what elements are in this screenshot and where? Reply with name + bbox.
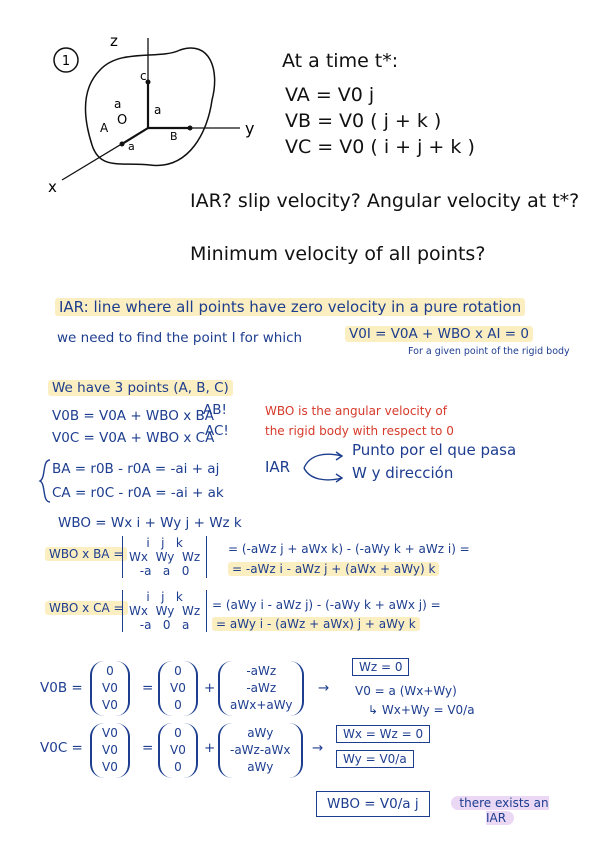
system-b-equals: = — [142, 680, 154, 696]
cross-ca-result: = aWy i - (aWz + aWx) j + aWy k — [212, 617, 420, 631]
velocity-a: VA = V0 j — [285, 84, 375, 106]
cross-ca-row-1: i j k — [146, 590, 183, 604]
system-b-vector-3: -aWz -aWz aWx+aWy — [218, 661, 304, 716]
cross-ca-matrix — [122, 590, 207, 633]
axis-z-label: z — [110, 32, 118, 50]
iar-arrows — [300, 448, 346, 488]
system-b-vector-2: 0 V0 0 — [158, 661, 198, 716]
vector-a — [122, 128, 148, 144]
iar-definition-line — [55, 298, 525, 316]
final-result: WBO = V0/a j — [316, 796, 430, 812]
label-B: B — [170, 130, 178, 143]
iar-definition: line where all points have zero velocity in a pure rotation — [93, 298, 522, 316]
label-O: O — [117, 113, 128, 128]
iar-point-text: Punto por el que pasa — [352, 441, 517, 459]
system-c-lhs: V0C = — [40, 740, 83, 756]
point-a-dot — [120, 142, 125, 147]
iar-direction-text: W y dirección — [352, 464, 454, 482]
red-note-line-1: WBO is the angular velocity of — [265, 404, 447, 418]
wbo-definition: WBO = Wx i + Wy j + Wz k — [58, 515, 242, 531]
system-c-vector-1: V0 V0 V0 — [90, 723, 130, 778]
question-line-1: IAR? slip velocity? Angular velocity at t*? — [190, 190, 580, 212]
system-b-lhs: V0B = — [40, 680, 83, 696]
velocity-c: VC = V0 ( i + j + k ) — [285, 136, 475, 158]
iar-label: IAR — [265, 458, 291, 476]
tag-ac: AC! — [205, 423, 229, 439]
system-b-plus: + — [204, 680, 216, 696]
system-c-vector-2: 0 V0 0 — [158, 723, 198, 778]
cross-ba-result: = -aWz i - aWz j + (aWx + aWy) k — [228, 562, 439, 576]
system-c-vector-3: aWy -aWz-aWx aWy — [218, 723, 303, 778]
system-b-box: Wz = 0 — [352, 660, 409, 674]
velocity-b: VB = V0 ( j + k ) — [285, 110, 442, 132]
axis-y-label: y — [245, 119, 255, 138]
iar-title: IAR: — [59, 298, 89, 316]
cross-ba-matrix — [122, 536, 207, 579]
points-intro: We have 3 points (A, B, C) — [48, 380, 233, 396]
system-c-box-2: Wy = V0/a — [336, 752, 414, 766]
cross-ca-row-2: Wx Wy Wz — [129, 604, 201, 618]
problem-number: 1 — [61, 54, 71, 69]
system-c-arrow: → — [312, 740, 324, 756]
label-c: c — [140, 69, 147, 83]
red-note-line-2: the rigid body with respect to 0 — [265, 424, 454, 438]
velocity-c-relation: V0C = V0A + WBO x CA — [52, 430, 215, 446]
ca-vector: CA = r0C - r0A = -ai + ak — [52, 485, 224, 501]
system-b-arrow: → — [318, 680, 330, 696]
velocity-b-relation: V0B = V0A + WBO x BA — [52, 408, 214, 424]
system-c-box-1: Wx = Wz = 0 — [336, 727, 430, 741]
final-conclusion: there exists an IAR — [440, 796, 560, 826]
iar-need-text: we need to find the point I for which — [57, 330, 303, 346]
label-A: A — [100, 121, 109, 135]
rigid-body-diagram — [40, 30, 280, 200]
question-line-2: Minimum velocity of all points? — [190, 243, 486, 265]
cross-ca-row-3: -a 0 a — [139, 618, 190, 632]
system-b-result-1: V0 = a (Wx+Wy) — [355, 684, 457, 698]
system-brace — [38, 458, 52, 504]
tag-ab: AB! — [203, 402, 227, 418]
label-a-vertical: a — [114, 97, 122, 111]
cross-ba-step: = (-aWz j + aWx k) - (-aWy k + aWz i) = — [228, 542, 470, 556]
ba-vector: BA = r0B - r0A = -ai + aj — [52, 461, 220, 477]
point-b-dot — [188, 126, 193, 131]
system-c-equals: = — [142, 740, 154, 756]
iar-note: For a given point of the rigid body — [408, 346, 570, 357]
cross-ca-lhs: WBO x CA = — [45, 601, 128, 615]
system-b-vector-1: 0 V0 V0 — [90, 661, 130, 716]
cross-ba-row-1: i j k — [146, 536, 183, 550]
cross-ba-row-2: Wx Wy Wz — [129, 550, 201, 564]
system-c-plus: + — [204, 740, 216, 756]
time-header: At a time t*: — [282, 50, 399, 72]
cross-ba-row-3: -a a 0 — [139, 564, 190, 578]
axis-x-label: x — [48, 178, 57, 196]
system-b-result-2: ↳ Wx+Wy = V0/a — [368, 703, 475, 717]
cross-ca-step: = (aWy i - aWz j) - (-aWy k + aWx j) = — [212, 598, 441, 612]
label-a-diagonal: a — [128, 140, 135, 153]
label-a-horizontal: a — [154, 103, 162, 117]
iar-equation: V0I = V0A + WBO x AI = 0 — [345, 326, 533, 342]
cross-ba-lhs: WBO x BA = — [45, 547, 127, 561]
blob-outline — [85, 48, 214, 165]
